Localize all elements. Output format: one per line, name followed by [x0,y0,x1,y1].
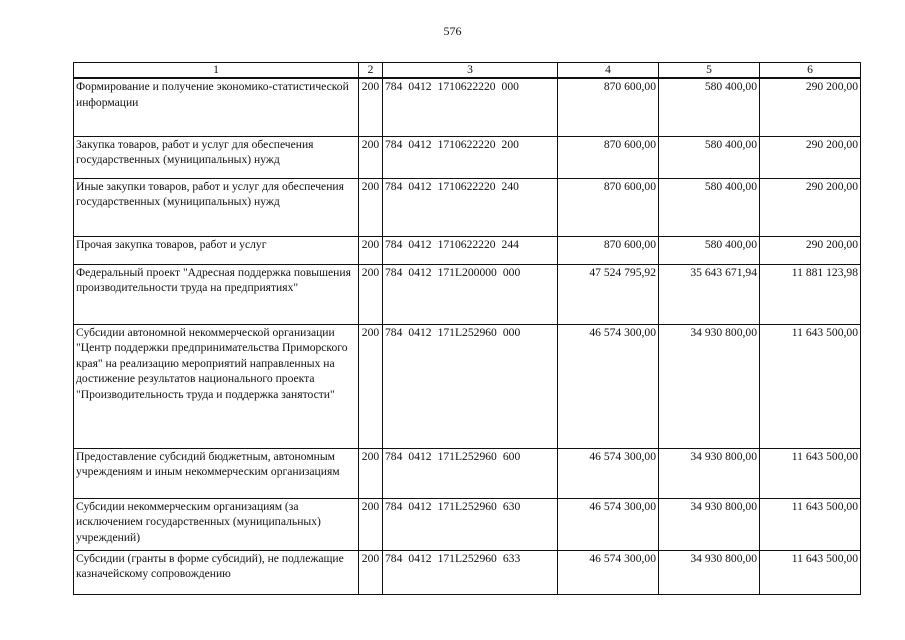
code-target: 1710622220 [437,237,496,251]
row-name: Формирование и получение экономико-статистической информации [74,78,359,136]
table-row [74,550,861,594]
row-col2: 200 [359,550,383,594]
code-target: 171L200000 [437,265,497,279]
row-code [383,498,558,550]
column-header-2: 2 [359,63,383,79]
row-name: Прочая закупка товаров, работ и услуг [74,236,359,264]
table-row [74,78,861,136]
code-target: 171L252960 [437,449,497,463]
code-expense: 240 [501,179,519,193]
table-row [74,178,861,236]
row-col2: 200 [359,264,383,324]
code-expense: 633 [502,551,521,565]
row-value-5: 580 400,00 [659,136,760,178]
row-value-4: 870 600,00 [558,236,659,264]
code-target: 1710622220 [437,80,496,93]
row-col2: 200 [359,498,383,550]
code-expense: 000 [502,265,521,279]
row-value-6: 11 643 500,00 [760,550,861,594]
code-target: 171L252960 [437,325,497,339]
row-name: Субсидии автономной некоммерческой организации "Центр поддержки предпринимательства Приморского края" на реализацию мероприятий направленных на достижение результатов национального проекта "Производительность труда и поддержка занятости" [74,324,359,448]
budget-table [73,62,861,595]
row-col2: 200 [359,448,383,498]
row-name: Иные закупки товаров, работ и услуг для обеспечения государственных (муниципальных) нужд [74,178,359,236]
code-section: 0412 [408,80,432,93]
row-value-4: 870 600,00 [558,178,659,236]
row-name: Субсидии некоммерческим организациям (за исключением государственных (муниципальных) учреждений) [74,498,359,550]
code-expense: 000 [501,80,519,93]
row-value-5: 34 930 800,00 [659,324,760,448]
row-code [383,136,558,178]
row-col2: 200 [359,178,383,236]
row-value-6: 11 881 123,98 [760,264,861,324]
row-code [383,324,558,448]
code-target: 171L252960 [437,551,497,565]
row-value-4: 47 524 795,92 [558,264,659,324]
code-admin: 784 [385,265,403,279]
header-row [74,63,861,79]
row-code [383,78,558,136]
table-row [74,498,861,550]
column-header-3: 3 [383,63,558,79]
row-value-5: 34 930 800,00 [659,498,760,550]
row-value-6: 11 643 500,00 [760,498,861,550]
row-col2: 200 [359,136,383,178]
column-header-6: 6 [760,63,861,79]
row-value-5: 34 930 800,00 [659,550,760,594]
row-value-6: 290 200,00 [760,78,861,136]
row-name: Федеральный проект "Адресная поддержка повышения производительности труда на предприятиях" [74,264,359,324]
row-value-6: 11 643 500,00 [760,448,861,498]
code-section: 0412 [408,449,432,463]
row-col2: 200 [359,236,383,264]
row-code [383,550,558,594]
column-header-5: 5 [659,63,760,79]
row-value-5: 35 643 671,94 [659,264,760,324]
row-value-6: 290 200,00 [760,136,861,178]
page-number: 576 [443,24,462,38]
row-value-4: 870 600,00 [558,136,659,178]
row-value-4: 46 574 300,00 [558,448,659,498]
row-value-6: 290 200,00 [760,236,861,264]
row-name: Закупка товаров, работ и услуг для обеспечения государственных (муниципальных) нужд [74,136,359,178]
row-code [383,178,558,236]
row-value-4: 46 574 300,00 [558,498,659,550]
table-row [74,324,861,448]
code-target: 1710622220 [437,179,496,193]
code-admin: 784 [385,325,403,339]
code-admin: 784 [385,137,403,151]
row-col2: 200 [359,78,383,136]
column-header-1: 1 [74,63,359,79]
table-row [74,236,861,264]
row-name: Предоставление субсидий бюджетным, автономным учреждениям и иным некоммерческим организациям [74,448,359,498]
column-header-4: 4 [558,63,659,79]
code-section: 0412 [408,179,432,193]
row-value-4: 870 600,00 [558,78,659,136]
code-section: 0412 [408,265,432,279]
row-value-4: 46 574 300,00 [558,550,659,594]
row-value-4: 46 574 300,00 [558,324,659,448]
code-expense: 244 [501,237,519,251]
row-value-5: 580 400,00 [659,236,760,264]
code-target: 171L252960 [437,499,497,513]
code-section: 0412 [408,137,432,151]
table-row [74,448,861,498]
code-admin: 784 [385,237,403,251]
code-section: 0412 [408,551,432,565]
code-admin: 784 [385,449,403,463]
code-admin: 784 [385,499,403,513]
row-col2: 200 [359,324,383,448]
code-target: 1710622220 [437,137,496,151]
row-value-6: 290 200,00 [760,178,861,236]
row-name: Субсидии (гранты в форме субсидий), не подлежащие казначейскому сопровождению [74,550,359,594]
code-section: 0412 [408,499,432,513]
code-admin: 784 [385,80,403,93]
table-row [74,264,861,324]
code-expense: 000 [502,325,521,339]
row-code [383,448,558,498]
code-section: 0412 [408,237,432,251]
code-admin: 784 [385,179,403,193]
row-value-5: 580 400,00 [659,178,760,236]
code-expense: 630 [502,499,521,513]
row-value-5: 580 400,00 [659,78,760,136]
row-value-6: 11 643 500,00 [760,324,861,448]
code-expense: 200 [501,137,519,151]
code-section: 0412 [408,325,432,339]
code-expense: 600 [502,449,521,463]
code-admin: 784 [385,551,403,565]
row-value-5: 34 930 800,00 [659,448,760,498]
row-code [383,236,558,264]
row-code [383,264,558,324]
table-row [74,136,861,178]
